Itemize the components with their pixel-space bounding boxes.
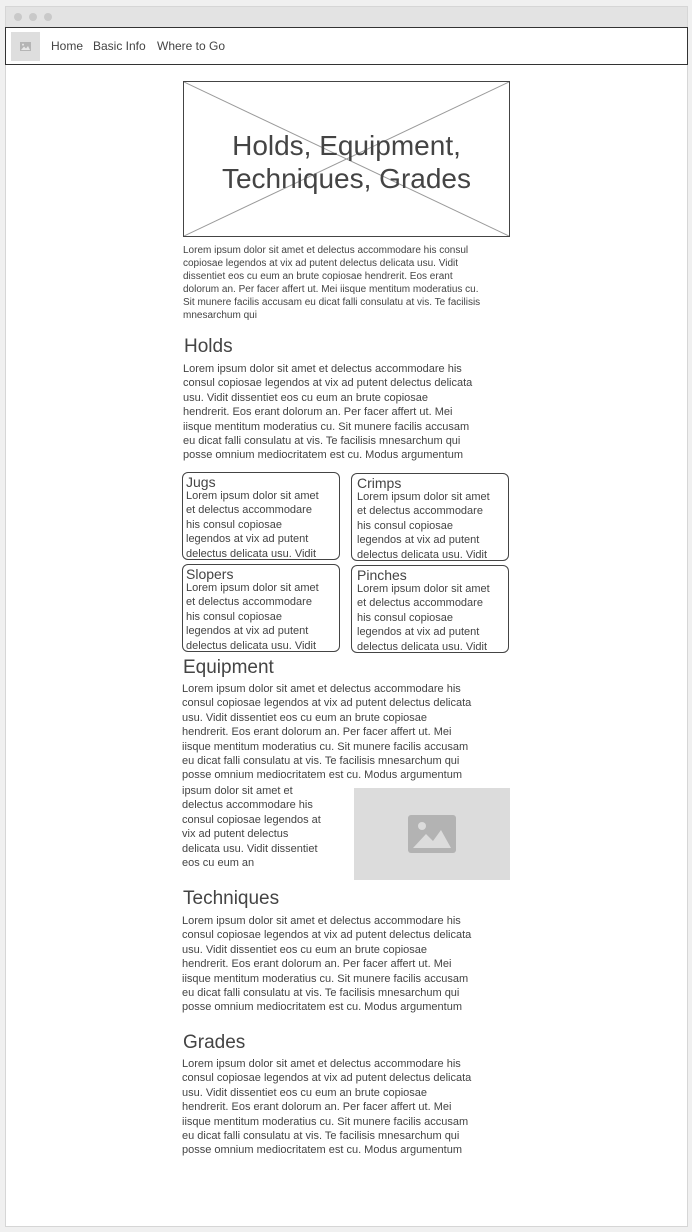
card-title: Pinches [357,567,407,583]
equipment-paragraph: Lorem ipsum dolor sit amet et delectus accommodare his consul copiosae legendos at vix ad putent delectus delicata usu. Vidit dissentiet eos cu eum an brute copiosae hendrerit. Eos erant dolorum an. Per facer affert ut. Mei iisque mentitum moderatius cu. Sit munere facilis accusam eu dicat falli consulatu at vis. Te facilisis mnesarchum qui posse omnium mediocritatem est cu. Modus argumentum [182,683,472,782]
window-dot-close[interactable] [14,13,22,21]
hold-card-jugs [182,472,340,560]
card-text: Lorem ipsum dolor sit amet et delectus accommodare his consul copiosae legendos at vix ad putent delectus delicata usu. Vidit [186,490,319,560]
intro-paragraph: Lorem ipsum dolor sit amet et delectus accommodare his consul copiosae legendos at vix ad putent delectus delicata usu. Vidit dissentiet eos cu eum an brute copiosae hendrerit. Eos erant dolorum an. Per facer affert ut. Mei iisque mentitum moderatius cu. Sit munere facilis accusam eu dicat falli consulatu at vis. Te facilisis mnesarchum qui [183,245,481,322]
card-title: Slopers [186,566,234,582]
image-icon [408,815,456,853]
equipment-heading: Equipment [183,657,274,678]
equipment-side-paragraph: ipsum dolor sit amet et delectus accommodare his consul copiosae legendos at vix ad putent delectus delicata usu. Vidit dissentiet eos cu eum an [182,785,321,870]
holds-paragraph: Lorem ipsum dolor sit amet et delectus accommodare his consul copiosae legendos at vix ad putent delectus delicata usu. Vidit dissentiet eos cu eum an brute copiosae hendrerit. Eos erant dolorum an. Per facer affert ut. Mei iisque mentitum moderatius cu. Sit munere facilis accusam eu dicat falli consulatu at vis. Te facilisis mnesarchum qui posse omnium mediocritatem est cu. Modus argumentum [183,363,473,462]
window-dot-maximize[interactable] [44,13,52,21]
hold-card-crimps [351,473,509,561]
card-text: Lorem ipsum dolor sit amet et delectus accommodare his consul copiosae legendos at vix ad putent delectus delicata usu. Vidit [186,582,319,652]
hero-banner [183,81,510,237]
window-titlebar [6,7,687,27]
equipment-image-placeholder [354,788,510,880]
nav-link-home[interactable]: Home [51,39,84,53]
hero-title [184,129,509,195]
card-title: Crimps [357,475,402,491]
hold-card-slopers [182,564,340,652]
hold-card-pinches [351,565,509,653]
hero-title-line: Techniques, Grades [221,163,472,194]
techniques-paragraph: Lorem ipsum dolor sit amet et delectus accommodare his consul copiosae legendos at vix ad putent delectus delicata usu. Vidit dissentiet eos cu eum an brute copiosae hendrerit. Eos erant dolorum an. Per facer affert ut. Mei iisque mentitum moderatius cu. Sit munere facilis accusam eu dicat falli consulatu at vis. Te facilisis mnesarchum qui posse omnium mediocritatem est cu. Modus argumentum [182,915,472,1014]
grades-paragraph: Lorem ipsum dolor sit amet et delectus accommodare his consul copiosae legendos at vix ad putent delectus delicata usu. Vidit dissentiet eos cu eum an brute copiosae hendrerit. Eos erant dolorum an. Per facer affert ut. Mei iisque mentitum moderatius cu. Sit munere facilis accusam eu dicat falli consulatu at vis. Te facilisis mnesarchum qui posse omnium mediocritatem est cu. Modus argumentum [182,1058,472,1157]
grades-heading: Grades [183,1032,246,1053]
card-title: Jugs [186,474,216,490]
image-icon [20,42,31,51]
site-navbar [5,27,688,65]
techniques-heading: Techniques [183,888,280,909]
holds-heading: Holds [184,336,233,357]
nav-link-where-to-go[interactable]: Where to Go [157,39,226,53]
card-text: Lorem ipsum dolor sit amet et delectus accommodare his consul copiosae legendos at vix ad putent delectus delicata usu. Vidit [357,583,490,653]
logo-image-icon[interactable] [11,32,40,61]
hero-title-line: Holds, Equipment, [232,130,461,161]
nav-link-basic-info[interactable]: Basic Info [93,39,146,53]
window-dot-minimize[interactable] [29,13,37,21]
card-text: Lorem ipsum dolor sit amet et delectus accommodare his consul copiosae legendos at vix ad putent delectus delicata usu. Vidit [357,491,490,561]
